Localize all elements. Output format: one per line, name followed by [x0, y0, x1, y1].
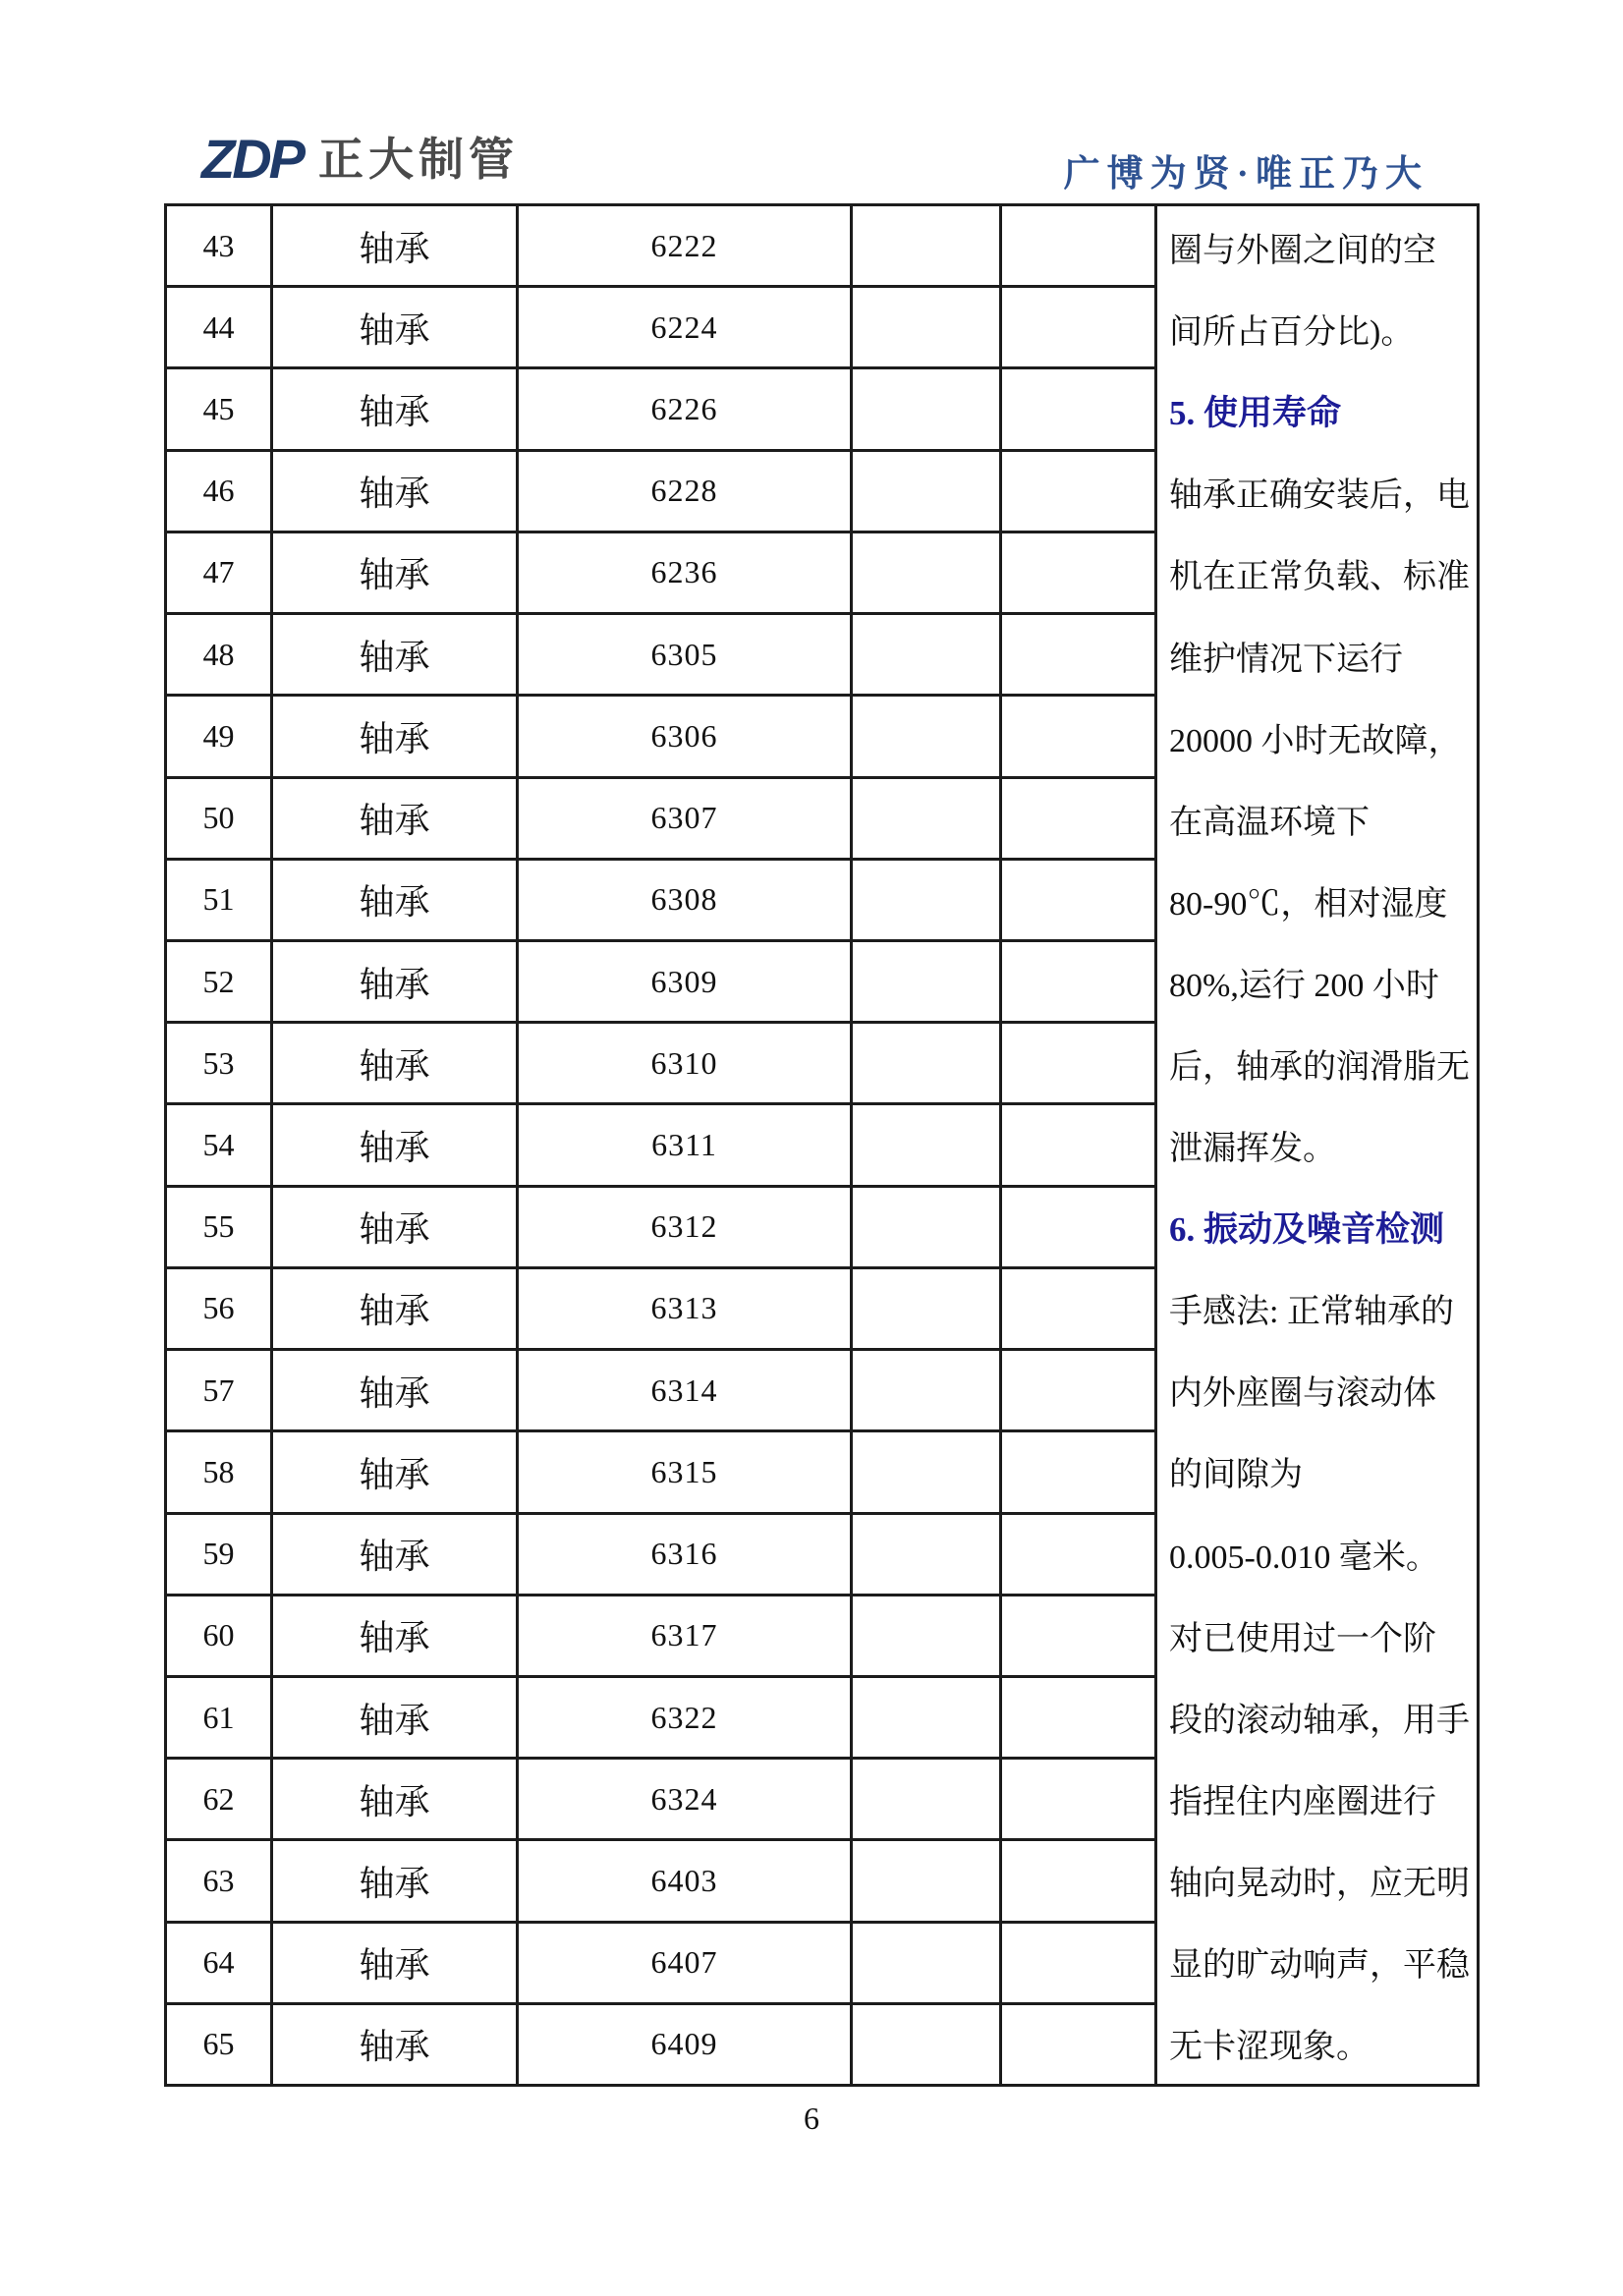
part-model-cell: 6307 [518, 777, 852, 859]
empty-cell [852, 1104, 1001, 1186]
empty-cell [852, 1595, 1001, 1676]
part-model-cell: 6316 [518, 1513, 852, 1595]
empty-cell [1001, 1922, 1156, 2003]
part-name-cell: 轴承 [272, 1350, 518, 1431]
empty-cell [1001, 777, 1156, 859]
empty-cell [852, 368, 1001, 450]
row-number-cell: 55 [166, 1186, 272, 1267]
empty-cell [852, 2003, 1001, 2085]
notes-text-line: 80-90℃，相对湿度 [1169, 885, 1448, 923]
empty-cell [1001, 696, 1156, 777]
part-name-cell: 轴承 [272, 1023, 518, 1104]
empty-cell [1001, 450, 1156, 532]
empty-cell [852, 1922, 1001, 2003]
notes-section-heading: 6. 振动及噪音检测 [1169, 1209, 1445, 1249]
part-model-cell: 6315 [518, 1431, 852, 1513]
part-name-cell: 轴承 [272, 287, 518, 368]
table-body [166, 205, 1479, 2086]
notes-text-line: 维护情况下运行 [1169, 641, 1403, 678]
row-number-cell: 48 [166, 614, 272, 696]
empty-cell [1001, 1267, 1156, 1349]
company-name: 正大制管 [318, 134, 519, 185]
part-name-cell: 轴承 [272, 859, 518, 940]
row-number-cell: 50 [166, 777, 272, 859]
part-name-cell: 轴承 [272, 1676, 518, 1758]
empty-cell [1001, 287, 1156, 368]
part-name-cell: 轴承 [272, 1840, 518, 1922]
part-name-cell: 轴承 [272, 614, 518, 696]
part-name-cell: 轴承 [272, 696, 518, 777]
row-number-cell: 47 [166, 532, 272, 613]
row-number-cell: 63 [166, 1840, 272, 1922]
empty-cell [1001, 1350, 1156, 1431]
row-number-cell: 64 [166, 1922, 272, 2003]
row-number-cell: 62 [166, 1759, 272, 1840]
notes-text-line: 无卡涩现象。 [1169, 2029, 1370, 2066]
part-model-cell: 6236 [518, 532, 852, 613]
empty-cell [1001, 2003, 1156, 2085]
row-number-cell: 51 [166, 859, 272, 940]
part-name-cell: 轴承 [272, 1431, 518, 1513]
row-number-cell: 54 [166, 1104, 272, 1186]
part-model-cell: 6322 [518, 1676, 852, 1758]
row-number-cell: 44 [166, 287, 272, 368]
notes-text-line: 显的旷动响声，平稳 [1169, 1947, 1470, 1985]
empty-cell [1001, 1104, 1156, 1186]
row-number-cell: 57 [166, 1350, 272, 1431]
notes-text-line: 在高温环境下 [1169, 804, 1370, 841]
notes-text-line: 20000 小时无故障， [1169, 722, 1462, 759]
part-name-cell: 轴承 [272, 532, 518, 613]
notes-text-line: 圈与外圈之间的空 [1169, 233, 1436, 270]
row-number-cell: 43 [166, 205, 272, 287]
notes-text-line: 间所占百分比)。 [1169, 314, 1415, 352]
notes-text-line: 对已使用过一个阶 [1169, 1620, 1436, 1657]
row-number-cell: 58 [166, 1431, 272, 1513]
empty-cell [852, 1676, 1001, 1758]
row-number-cell: 45 [166, 368, 272, 450]
empty-cell [1001, 368, 1156, 450]
empty-cell [1001, 1595, 1156, 1676]
part-model-cell: 6317 [518, 1595, 852, 1676]
part-name-cell: 轴承 [272, 940, 518, 1022]
part-name-cell: 轴承 [272, 777, 518, 859]
part-model-cell: 6309 [518, 940, 852, 1022]
empty-cell [1001, 1676, 1156, 1758]
part-model-cell: 6222 [518, 205, 852, 287]
notes-text-line: 0.005-0.010 毫米。 [1169, 1539, 1439, 1576]
part-model-cell: 6224 [518, 287, 852, 368]
part-name-cell: 轴承 [272, 368, 518, 450]
empty-cell [852, 287, 1001, 368]
empty-cell [1001, 1023, 1156, 1104]
empty-cell [852, 1431, 1001, 1513]
part-model-cell: 6228 [518, 450, 852, 532]
table-row [166, 205, 1479, 287]
empty-cell [852, 859, 1001, 940]
notes-text-line: 后，轴承的润滑脂无 [1169, 1048, 1470, 1086]
empty-cell [852, 450, 1001, 532]
notes-text-line: 内外座圈与滚动体 [1169, 1375, 1436, 1413]
empty-cell [1001, 532, 1156, 613]
notes-text-line: 80%,运行 200 小时 [1169, 967, 1439, 1004]
part-model-cell: 6306 [518, 696, 852, 777]
part-model-cell: 6313 [518, 1267, 852, 1349]
part-model-cell: 6314 [518, 1350, 852, 1431]
row-number-cell: 60 [166, 1595, 272, 1676]
notes-text-line: 轴承正确安装后，电 [1169, 477, 1470, 515]
empty-cell [852, 1759, 1001, 1840]
notes-text-line: 机在正常负载、标准 [1169, 559, 1470, 596]
empty-cell [852, 1267, 1001, 1349]
part-name-cell: 轴承 [272, 1267, 518, 1349]
empty-cell [852, 1513, 1001, 1595]
empty-cell [852, 777, 1001, 859]
part-model-cell: 6324 [518, 1759, 852, 1840]
company-logo [201, 128, 519, 190]
part-name-cell: 轴承 [272, 1513, 518, 1595]
part-model-cell: 6308 [518, 859, 852, 940]
part-name-cell: 轴承 [272, 1759, 518, 1840]
part-name-cell: 轴承 [272, 2003, 518, 2085]
empty-cell [852, 532, 1001, 613]
empty-cell [852, 940, 1001, 1022]
notes-cell [1156, 205, 1479, 2086]
empty-cell [852, 1350, 1001, 1431]
part-model-cell: 6311 [518, 1104, 852, 1186]
part-model-cell: 6403 [518, 1840, 852, 1922]
notes-text-line: 轴向晃动时，应无明 [1169, 1865, 1470, 1902]
empty-cell [1001, 859, 1156, 940]
part-name-cell: 轴承 [272, 205, 518, 287]
part-name-cell: 轴承 [272, 1595, 518, 1676]
part-name-cell: 轴承 [272, 1104, 518, 1186]
notes-text-line: 指捏住内座圈进行 [1169, 1783, 1436, 1820]
part-model-cell: 6312 [518, 1186, 852, 1267]
header-slogan: 广博为贤·唯正乃大 [1063, 154, 1428, 195]
empty-cell [852, 1840, 1001, 1922]
notes-section-heading: 5. 使用寿命 [1169, 393, 1342, 432]
part-model-cell: 6407 [518, 1922, 852, 2003]
empty-cell [852, 614, 1001, 696]
row-number-cell: 53 [166, 1023, 272, 1104]
empty-cell [852, 1186, 1001, 1267]
empty-cell [1001, 1840, 1156, 1922]
empty-cell [852, 205, 1001, 287]
part-model-cell: 6305 [518, 614, 852, 696]
notes-text-line: 泄漏挥发。 [1169, 1131, 1336, 1168]
row-number-cell: 56 [166, 1267, 272, 1349]
notes-text-line: 的间隙为 [1169, 1457, 1303, 1494]
zdp-logo-icon: ZDP [201, 128, 303, 190]
empty-cell [852, 1023, 1001, 1104]
empty-cell [852, 696, 1001, 777]
empty-cell [1001, 1759, 1156, 1840]
part-model-cell: 6226 [518, 368, 852, 450]
empty-cell [1001, 614, 1156, 696]
row-number-cell: 65 [166, 2003, 272, 2085]
parts-table [164, 203, 1480, 2087]
row-number-cell: 61 [166, 1676, 272, 1758]
empty-cell [1001, 1513, 1156, 1595]
row-number-cell: 59 [166, 1513, 272, 1595]
notes-text-line: 段的滚动轴承，用手 [1169, 1702, 1470, 1739]
empty-cell [1001, 1186, 1156, 1267]
row-number-cell: 52 [166, 940, 272, 1022]
part-name-cell: 轴承 [272, 1922, 518, 2003]
row-number-cell: 49 [166, 696, 272, 777]
part-name-cell: 轴承 [272, 1186, 518, 1267]
notes-text-line: 手感法: 正常轴承的 [1169, 1294, 1454, 1331]
empty-cell [1001, 1431, 1156, 1513]
part-model-cell: 6409 [518, 2003, 852, 2085]
empty-cell [1001, 205, 1156, 287]
part-model-cell: 6310 [518, 1023, 852, 1104]
part-name-cell: 轴承 [272, 450, 518, 532]
page-number: 6 [804, 2100, 819, 2136]
empty-cell [1001, 940, 1156, 1022]
row-number-cell: 46 [166, 450, 272, 532]
